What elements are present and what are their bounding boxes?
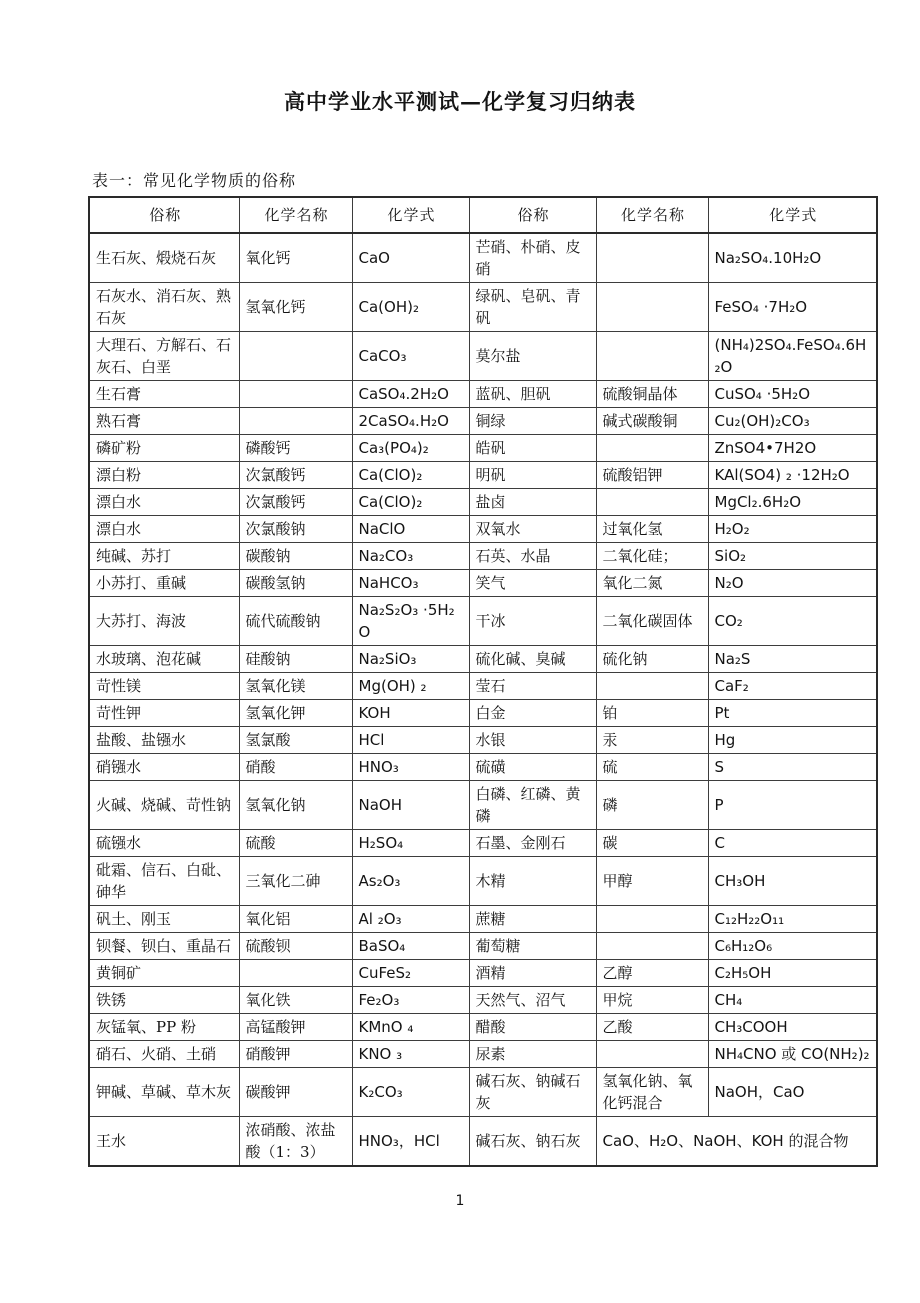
- cell-chemical-name: 硫酸铝钾: [596, 462, 708, 489]
- cell-chemical-name: 次氯酸钙: [239, 489, 352, 516]
- cell-common-name: 碱石灰、钠碱石灰: [469, 1068, 596, 1117]
- cell-common-name: 生石膏: [89, 381, 239, 408]
- cell-chemical-name: 过氧化氢: [596, 516, 708, 543]
- table-row: [89, 933, 877, 960]
- table-row: [89, 570, 877, 597]
- cell-formula: CaO: [352, 233, 469, 283]
- cell-formula: P: [708, 781, 877, 830]
- cell-chemical-name: [596, 933, 708, 960]
- cell-chemical-name: 氢氧化钾: [239, 700, 352, 727]
- cell-formula: BaSO₄: [352, 933, 469, 960]
- table-row: [89, 673, 877, 700]
- cell-chemical-name: 乙醇: [596, 960, 708, 987]
- cell-formula: NaOH，CaO: [708, 1068, 877, 1117]
- cell-common-name: 木精: [469, 857, 596, 906]
- table-header-row: [89, 197, 877, 233]
- column-header: 化学名称: [239, 197, 352, 233]
- cell-chemical-name: 硝酸: [239, 754, 352, 781]
- cell-formula: N₂O: [708, 570, 877, 597]
- cell-common-name: 硝镪水: [89, 754, 239, 781]
- cell-formula: SiO₂: [708, 543, 877, 570]
- table-row: [89, 857, 877, 906]
- cell-formula: C₂H₅OH: [708, 960, 877, 987]
- cell-formula: Mg(OH) ₂: [352, 673, 469, 700]
- cell-chemical-name: 碱式碳酸铜: [596, 408, 708, 435]
- column-header: 化学名称: [596, 197, 708, 233]
- cell-chemical-name: [596, 673, 708, 700]
- cell-chemical-name: 次氯酸钠: [239, 516, 352, 543]
- table-row: [89, 597, 877, 646]
- cell-formula: CaSO₄.2H₂O: [352, 381, 469, 408]
- cell-chemical-name: [596, 489, 708, 516]
- table-row: [89, 1068, 877, 1117]
- cell-common-name: 苛性钾: [89, 700, 239, 727]
- cell-chemical-name: [596, 1041, 708, 1068]
- cell-chemical-name: 碳酸氢钠: [239, 570, 352, 597]
- cell-common-name: 芒硝、朴硝、皮硝: [469, 233, 596, 283]
- cell-common-name: 蓝矾、胆矾: [469, 381, 596, 408]
- cell-formula: Na₂SiO₃: [352, 646, 469, 673]
- cell-formula: FeSO₄ ·7H₂O: [708, 283, 877, 332]
- cell-chemical-name: [239, 332, 352, 381]
- table-row: [89, 489, 877, 516]
- cell-common-name: 白金: [469, 700, 596, 727]
- table-row: [89, 830, 877, 857]
- cell-formula: NaOH: [352, 781, 469, 830]
- cell-formula: CaCO₃: [352, 332, 469, 381]
- cell-common-name: 铜绿: [469, 408, 596, 435]
- cell-formula: H₂O₂: [708, 516, 877, 543]
- cell-formula: As₂O₃: [352, 857, 469, 906]
- cell-common-name: 盐酸、盐镪水: [89, 727, 239, 754]
- cell-common-name: 钾碱、草碱、草木灰: [89, 1068, 239, 1117]
- cell-formula: HNO₃，HCl: [352, 1117, 469, 1167]
- cell-formula: KAl(SO4) ₂ ·12H₂O: [708, 462, 877, 489]
- table-row: [89, 233, 877, 283]
- cell-chemical-name: [596, 435, 708, 462]
- cell-common-name: 苛性镁: [89, 673, 239, 700]
- cell-common-name: 大理石、方解石、石灰石、白垩: [89, 332, 239, 381]
- table-row: [89, 332, 877, 381]
- cell-common-name: 纯碱、苏打: [89, 543, 239, 570]
- cell-formula: CuFeS₂: [352, 960, 469, 987]
- cell-formula: Na₂S₂O₃ ·5H₂O: [352, 597, 469, 646]
- table-row: [89, 283, 877, 332]
- cell-formula: KNO ₃: [352, 1041, 469, 1068]
- cell-chemical-name: 乙酸: [596, 1014, 708, 1041]
- table-row: [89, 987, 877, 1014]
- cell-chemical-name: 硫酸: [239, 830, 352, 857]
- cell-formula: Na₂SO₄.10H₂O: [708, 233, 877, 283]
- table-row: [89, 906, 877, 933]
- table-row: [89, 1041, 877, 1068]
- cell-chemical-name: 氧化铝: [239, 906, 352, 933]
- cell-chemical-name: 次氯酸钙: [239, 462, 352, 489]
- cell-common-name: 蔗糖: [469, 906, 596, 933]
- cell-common-name: 干冰: [469, 597, 596, 646]
- cell-chemical-name: 硫: [596, 754, 708, 781]
- cell-chemical-name: 甲醇: [596, 857, 708, 906]
- column-header: 化学式: [708, 197, 877, 233]
- cell-formula: CH₄: [708, 987, 877, 1014]
- cell-common-name: 白磷、红磷、黄磷: [469, 781, 596, 830]
- cell-common-name: 石灰水、消石灰、熟石灰: [89, 283, 239, 332]
- cell-common-name: 双氧水: [469, 516, 596, 543]
- cell-common-name: 葡萄糖: [469, 933, 596, 960]
- cell-formula: Na₂CO₃: [352, 543, 469, 570]
- cell-common-name: 熟石膏: [89, 408, 239, 435]
- cell-common-name: 水银: [469, 727, 596, 754]
- cell-formula: C₆H₁₂O₆: [708, 933, 877, 960]
- table-row: [89, 435, 877, 462]
- cell-chemical-name: [239, 381, 352, 408]
- cell-formula: MgCl₂.6H₂O: [708, 489, 877, 516]
- cell-common-name: 漂白粉: [89, 462, 239, 489]
- cell-chemical-name: 铂: [596, 700, 708, 727]
- column-header: 化学式: [352, 197, 469, 233]
- cell-common-name: 石墨、金刚石: [469, 830, 596, 857]
- cell-chemical-name: [596, 233, 708, 283]
- cell-chemical-name: 三氧化二砷: [239, 857, 352, 906]
- cell-chemical-name: [239, 408, 352, 435]
- table-row: [89, 960, 877, 987]
- page-title: 高中学业水平测试—化学复习归纳表: [284, 89, 636, 114]
- cell-chemical-name: 汞: [596, 727, 708, 754]
- cell-chemical-name: 碳: [596, 830, 708, 857]
- cell-common-name: 铁锈: [89, 987, 239, 1014]
- cell-common-name: 小苏打、重碱: [89, 570, 239, 597]
- cell-chemical-name: 硫代硫酸钠: [239, 597, 352, 646]
- table-row: [89, 462, 877, 489]
- cell-common-name: 碱石灰、钠石灰: [469, 1117, 596, 1167]
- cell-common-name: 火碱、烧碱、苛性钠: [89, 781, 239, 830]
- table-row: [89, 408, 877, 435]
- cell-chemical-name: 二氧化碳固体: [596, 597, 708, 646]
- cell-chemical-name: 硫化钠: [596, 646, 708, 673]
- table-caption: 表一：常见化学物质的俗称: [92, 171, 297, 190]
- cell-formula: CH₃COOH: [708, 1014, 877, 1041]
- cell-formula: K₂CO₃: [352, 1068, 469, 1117]
- cell-formula: ZnSO4•7H2O: [708, 435, 877, 462]
- cell-common-name: 皓矾: [469, 435, 596, 462]
- cell-formula: Ca₃(PO₄)₂: [352, 435, 469, 462]
- cell-chemical-name: 浓硝酸、浓盐酸（1：3）: [239, 1117, 352, 1167]
- cell-formula: HCl: [352, 727, 469, 754]
- cell-common-name: 王水: [89, 1117, 239, 1167]
- cell-formula: NH₄CNO 或 CO(NH₂)₂: [708, 1041, 877, 1068]
- table-row: [89, 543, 877, 570]
- cell-formula: (NH₄)2SO₄.FeSO₄.6H₂O: [708, 332, 877, 381]
- cell-chemical-name: [596, 332, 708, 381]
- cell-common-name: 水玻璃、泡花碱: [89, 646, 239, 673]
- chemical-common-names-table: [88, 196, 878, 1167]
- cell-chemical-name: [239, 960, 352, 987]
- cell-chemical-name: 氧化铁: [239, 987, 352, 1014]
- cell-chemical-name: [596, 283, 708, 332]
- column-header: 俗称: [469, 197, 596, 233]
- cell-formula: Na₂S: [708, 646, 877, 673]
- cell-formula: NaClO: [352, 516, 469, 543]
- cell-common-name: 莫尔盐: [469, 332, 596, 381]
- cell-common-name: 大苏打、海波: [89, 597, 239, 646]
- cell-chemical-name: 硅酸钠: [239, 646, 352, 673]
- cell-chemical-name: 氢氧化镁: [239, 673, 352, 700]
- cell-chemical-name: 甲烷: [596, 987, 708, 1014]
- cell-formula: S: [708, 754, 877, 781]
- table-row: [89, 1117, 877, 1167]
- cell-formula: Cu₂(OH)₂CO₃: [708, 408, 877, 435]
- cell-formula: C: [708, 830, 877, 857]
- cell-common-name: 矾土、刚玉: [89, 906, 239, 933]
- cell-chemical-name: 碳酸钾: [239, 1068, 352, 1117]
- table-row: [89, 781, 877, 830]
- cell-common-name: 漂白水: [89, 516, 239, 543]
- cell-formula: Ca(ClO)₂: [352, 489, 469, 516]
- cell-chemical-name: 氧化二氮: [596, 570, 708, 597]
- column-header: 俗称: [89, 197, 239, 233]
- cell-common-name: 黄铜矿: [89, 960, 239, 987]
- cell-chemical-name: 氢氧化钠、氧化钙混合: [596, 1068, 708, 1117]
- cell-common-name: 尿素: [469, 1041, 596, 1068]
- cell-common-name: 磷矿粉: [89, 435, 239, 462]
- cell-common-name: 硫磺: [469, 754, 596, 781]
- cell-common-name: 硫化碱、臭碱: [469, 646, 596, 673]
- cell-common-name: 莹石: [469, 673, 596, 700]
- cell-formula: H₂SO₄: [352, 830, 469, 857]
- cell-chemical-name: 氧化钙: [239, 233, 352, 283]
- cell-chemical-name: 硝酸钾: [239, 1041, 352, 1068]
- cell-common-name: 酒精: [469, 960, 596, 987]
- cell-common-name: 天然气、沼气: [469, 987, 596, 1014]
- cell-common-name: 笑气: [469, 570, 596, 597]
- cell-chemical-name: 氢氧化钠: [239, 781, 352, 830]
- cell-formula: KMnO ₄: [352, 1014, 469, 1041]
- table-row: [89, 381, 877, 408]
- cell-formula: CH₃OH: [708, 857, 877, 906]
- cell-common-name: 绿矾、皂矾、青矾: [469, 283, 596, 332]
- cell-common-name: 砒霜、信石、白砒、砷华: [89, 857, 239, 906]
- page-number: 1: [455, 1193, 465, 1209]
- cell-chemical-name: 高锰酸钾: [239, 1014, 352, 1041]
- cell-chemical-name: 氢氧化钙: [239, 283, 352, 332]
- cell-formula: Al ₂O₃: [352, 906, 469, 933]
- cell-common-name: 明矾: [469, 462, 596, 489]
- cell-chemical-name: 硫酸钡: [239, 933, 352, 960]
- cell-chemical-name: 磷: [596, 781, 708, 830]
- cell-formula: Ca(ClO)₂: [352, 462, 469, 489]
- cell-common-name: 石英、水晶: [469, 543, 596, 570]
- cell-common-name: 盐卤: [469, 489, 596, 516]
- cell-common-name: 硫镪水: [89, 830, 239, 857]
- cell-formula: C₁₂H₂₂O₁₁: [708, 906, 877, 933]
- table-row: [89, 516, 877, 543]
- cell-formula: CuSO₄ ·5H₂O: [708, 381, 877, 408]
- cell-common-name: 硝石、火硝、土硝: [89, 1041, 239, 1068]
- cell-formula: Hg: [708, 727, 877, 754]
- cell-common-name: 漂白水: [89, 489, 239, 516]
- cell-formula: CaF₂: [708, 673, 877, 700]
- cell-formula: NaHCO₃: [352, 570, 469, 597]
- cell-common-name: 灰锰氧、PP 粉: [89, 1014, 239, 1041]
- table-row: [89, 754, 877, 781]
- cell-formula: 2CaSO₄.H₂O: [352, 408, 469, 435]
- table-row: [89, 1014, 877, 1041]
- cell-chemical-name: 二氧化硅；: [596, 543, 708, 570]
- cell-formula: CO₂: [708, 597, 877, 646]
- cell-formula: HNO₃: [352, 754, 469, 781]
- cell-chemical-name: 氢氯酸: [239, 727, 352, 754]
- cell-common-name: 生石灰、煅烧石灰: [89, 233, 239, 283]
- cell-formula: KOH: [352, 700, 469, 727]
- table-row: [89, 646, 877, 673]
- cell-formula: Ca(OH)₂: [352, 283, 469, 332]
- cell-mixture-description: CaO、H₂O、NaOH、KOH 的混合物: [596, 1117, 877, 1167]
- cell-formula: Fe₂O₃: [352, 987, 469, 1014]
- table-row: [89, 700, 877, 727]
- cell-chemical-name: [596, 906, 708, 933]
- cell-chemical-name: 磷酸钙: [239, 435, 352, 462]
- cell-chemical-name: 硫酸铜晶体: [596, 381, 708, 408]
- cell-chemical-name: 碳酸钠: [239, 543, 352, 570]
- cell-common-name: 醋酸: [469, 1014, 596, 1041]
- cell-formula: Pt: [708, 700, 877, 727]
- cell-common-name: 钡餐、钡白、重晶石: [89, 933, 239, 960]
- table-row: [89, 727, 877, 754]
